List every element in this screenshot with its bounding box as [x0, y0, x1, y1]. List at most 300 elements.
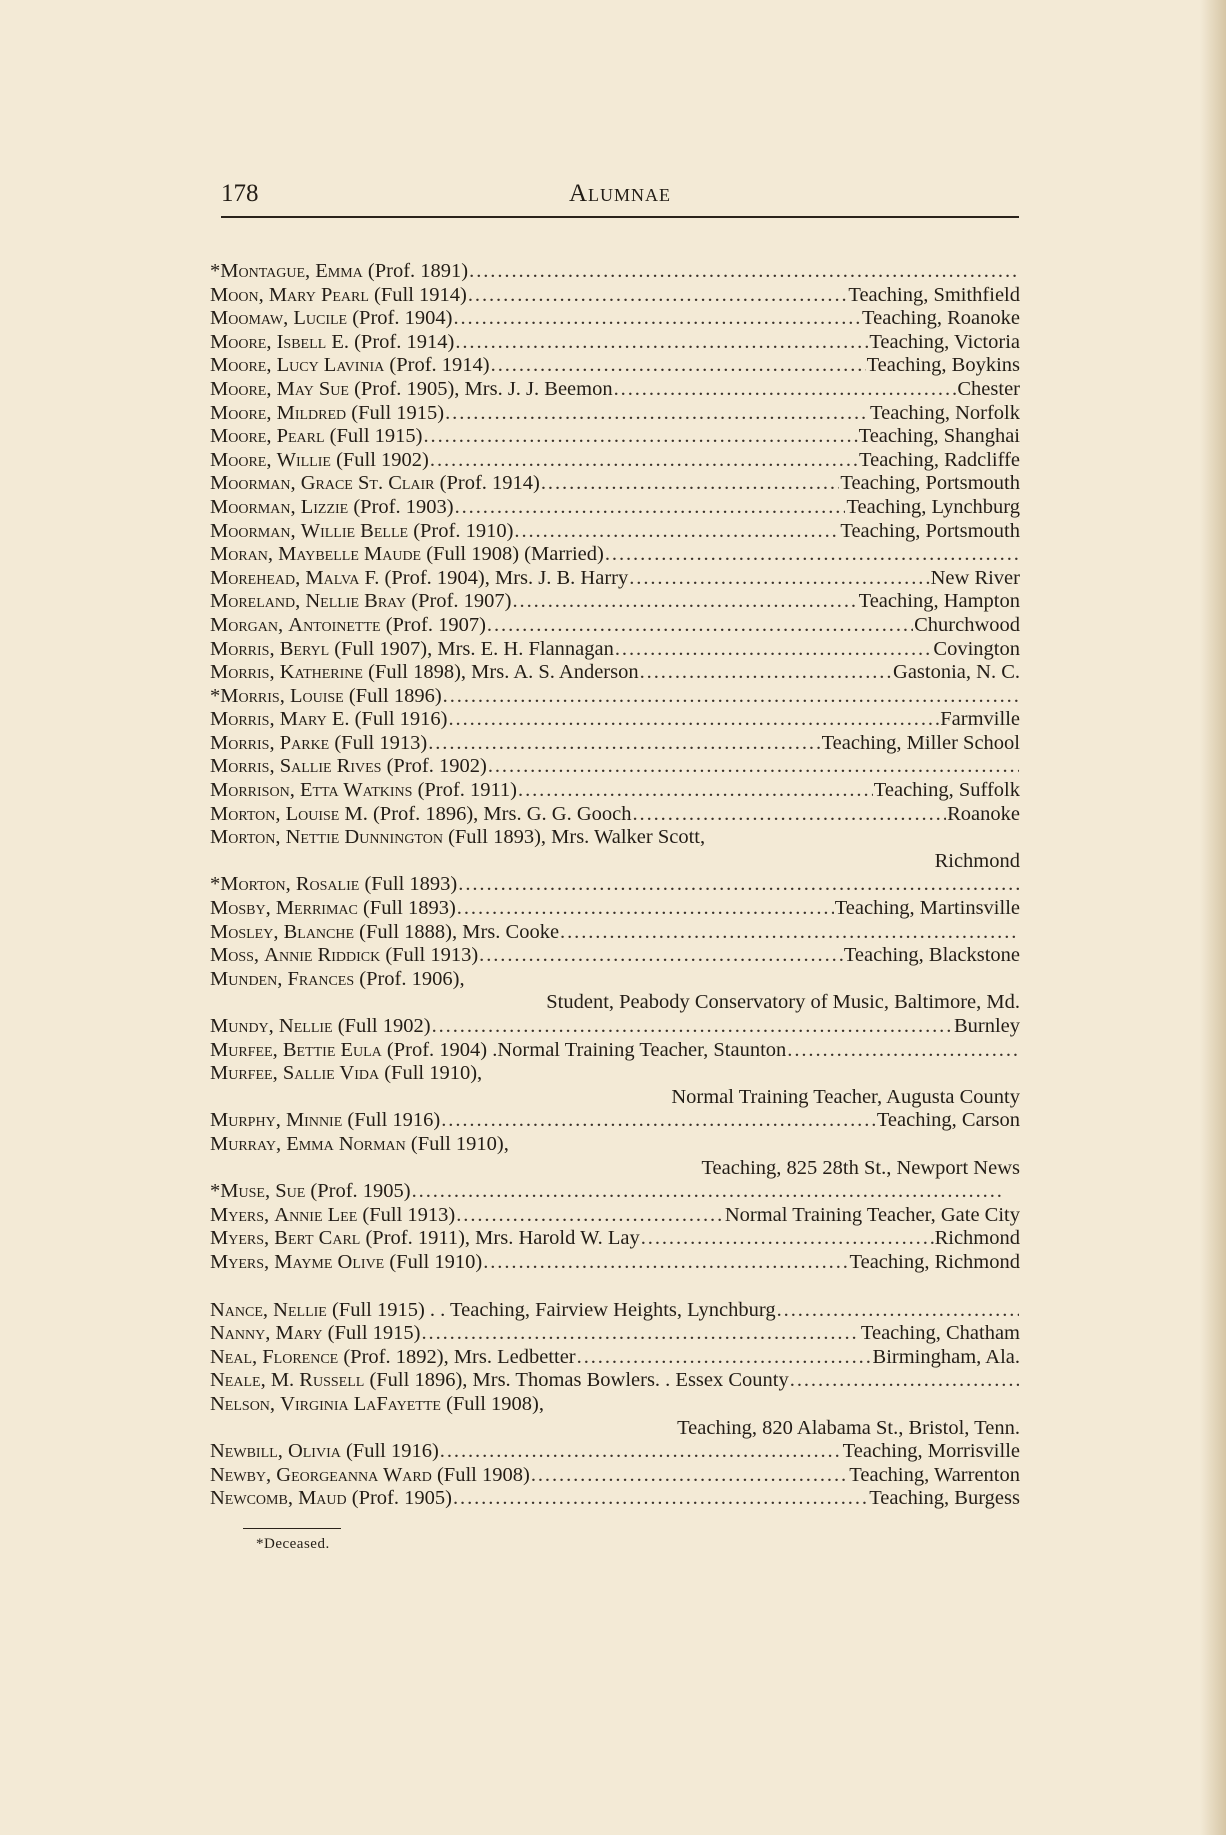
surname: Murray — [210, 1132, 276, 1155]
dot-leader — [456, 1204, 724, 1228]
surname: Moore — [210, 330, 267, 353]
surname: Morris — [210, 661, 270, 684]
list-item — [210, 1440, 1020, 1464]
given-name: Mayme Olive — [274, 1250, 385, 1273]
dot-leader — [458, 873, 1019, 897]
entry-details: (Prof. 1911), Mrs. Harold W. Lay — [360, 1227, 640, 1250]
given-name: Parke — [279, 731, 330, 754]
list-item — [210, 307, 1020, 331]
given-name: Sallie Rives — [279, 755, 382, 778]
entry-details: (Full 1896) — [343, 684, 442, 707]
dot-leader — [560, 921, 1019, 945]
dot-leader — [469, 260, 1019, 284]
entry-name: Neale, M. Russell (Full 1896), Mrs. Thomas Bowlers. . Essex County — [210, 1369, 789, 1392]
entry-details: (Prof. 1914) — [434, 472, 540, 495]
list-item — [210, 1251, 1020, 1275]
dot-leader — [479, 944, 843, 968]
given-name: Mildred — [276, 401, 347, 424]
entry-destination: Teaching, Norfolk — [870, 401, 1020, 424]
dot-leader — [453, 307, 861, 331]
list-item — [210, 1487, 1020, 1511]
given-name: Minnie — [285, 1109, 343, 1132]
list-item — [210, 1322, 1020, 1346]
entry-details: (Prof. 1905), Mrs. J. J. Beemon — [348, 377, 613, 400]
entry-details: (Full 1898), Mrs. A. S. Anderson — [362, 661, 639, 684]
entry-details: (Full 1908), — [440, 1392, 545, 1415]
surname: Myers — [210, 1250, 265, 1273]
dot-leader — [790, 1369, 1019, 1393]
entry-destination: Gastonia, N. C. — [893, 661, 1020, 684]
dot-leader — [605, 543, 1019, 567]
list-item — [210, 968, 1020, 992]
entry-destination: Birmingham, Ala. — [872, 1345, 1020, 1368]
entry-name: Moore, Willie (Full 1902) — [210, 448, 429, 471]
entry-destination: Teaching, Carson — [876, 1109, 1020, 1132]
surname: Myers — [210, 1203, 265, 1226]
given-name: Pearl — [276, 425, 325, 448]
entry-name: Morris, Beryl (Full 1907), Mrs. E. H. Flannagan — [210, 637, 614, 660]
given-name: Lucile — [293, 307, 348, 330]
entry-details: (Full 1902) — [332, 1015, 431, 1037]
list-item — [210, 614, 1020, 638]
list-item — [210, 1180, 1020, 1204]
entry-details: (Full 1916) — [342, 1109, 441, 1132]
entry-name: Moon, Mary Pearl (Full 1914) — [210, 283, 467, 306]
entry-details: (Prof. 1903) — [348, 495, 454, 518]
surname: Mosby — [210, 897, 266, 920]
entry-name: Mosby, Merrimac (Full 1893) — [210, 897, 456, 920]
entry-details: (Full 1915) — [324, 425, 423, 448]
entry-name: Moorman, Lizzie (Prof. 1903) — [210, 495, 454, 518]
entry-details: (Full 1915) . . Teaching, Fairview Heights, Lynchburg — [326, 1298, 776, 1321]
list-item — [210, 520, 1020, 544]
dot-leader — [441, 1109, 876, 1133]
entry-name: Myers, Bert Carl (Prof. 1911), Mrs. Harold W. Lay — [210, 1227, 640, 1250]
list-item — [210, 496, 1020, 520]
entry-details: (Full 1913) — [357, 1203, 456, 1226]
given-name: M. Russell — [270, 1369, 365, 1392]
entry-destination: Teaching, Miller School — [821, 731, 1020, 754]
entry-details: (Full 1902) — [330, 448, 429, 471]
entry-details: (Full 1907), Mrs. E. H. Flannagan — [329, 637, 614, 660]
surname: Moorman — [210, 495, 291, 518]
entry-details: (Prof. 1891) — [362, 260, 469, 282]
entry-destination: Teaching, Morrisville — [842, 1440, 1020, 1463]
surname: *Morris — [210, 684, 280, 707]
running-title: Alumnae — [568, 180, 672, 207]
list-item — [210, 755, 1020, 779]
given-name: Florence — [262, 1345, 339, 1368]
entry-details: (Full 1910) — [384, 1250, 483, 1273]
entry-details: (Prof. 1905) — [346, 1487, 452, 1510]
list-item — [210, 1109, 1020, 1133]
surname: Newcomb — [210, 1487, 288, 1510]
section-gap — [210, 1275, 1020, 1299]
surname: Morris — [210, 731, 270, 754]
page-number: 178 — [221, 180, 259, 207]
entry-details: (Prof. 1906), — [354, 967, 465, 990]
dot-leader — [445, 402, 869, 426]
entry-name: Newby, Georgeanna Ward (Full 1908) — [210, 1463, 530, 1486]
surname: Munden — [210, 967, 278, 990]
list-item — [210, 543, 1020, 567]
entry-name: Nance, Nellie (Full 1915) . . Teaching, Fairview Heights, Lynchburg — [210, 1298, 776, 1321]
entry-details: (Prof. 1902) — [381, 755, 487, 778]
footnote: *Deceased. — [256, 1536, 330, 1552]
surname: Moorman — [210, 519, 291, 542]
dot-leader — [531, 1464, 848, 1488]
entry-details: (Prof. 1911) — [412, 779, 518, 802]
list-item — [210, 331, 1020, 355]
dot-leader — [491, 354, 866, 378]
list-item — [210, 449, 1020, 473]
entry-name: *Muse, Sue (Prof. 1905) — [210, 1180, 411, 1203]
entry-destination: Teaching, Lynchburg — [846, 495, 1020, 518]
surname: Morris — [210, 708, 270, 731]
surname: Myers — [210, 1227, 265, 1250]
list-item — [210, 944, 1020, 968]
given-name: Lucy Lavinia — [276, 354, 385, 377]
dot-leader — [641, 1227, 934, 1251]
dot-leader — [487, 614, 913, 638]
dot-leader — [615, 638, 933, 662]
given-name: Isbell E. — [276, 330, 349, 353]
surname: Moore — [210, 377, 267, 400]
surname: Moore — [210, 425, 267, 448]
list-item — [210, 1464, 1020, 1488]
entry-continuation: Teaching, 820 Alabama St., Bristol, Tenn. — [677, 1416, 1020, 1439]
entry-name: Morton, Louise M. (Prof. 1896), Mrs. G. G. Gooch — [210, 802, 632, 825]
list-item — [210, 402, 1020, 426]
entry-destination: Teaching, Radcliffe — [859, 448, 1020, 471]
given-name: Annie Lee — [274, 1203, 358, 1226]
entry-details: (Prof. 1904) — [347, 307, 453, 330]
surname: Moss — [210, 944, 254, 967]
list-item — [210, 873, 1020, 897]
surname: Newby — [210, 1463, 267, 1486]
entry-name: Moreland, Nellie Bray (Prof. 1907) — [210, 590, 512, 613]
entry-destination: Covington — [933, 637, 1020, 660]
dot-leader — [412, 1180, 1019, 1204]
entry-details: (Full 1893) — [357, 897, 456, 920]
entry-name: Morrison, Etta Watkins (Prof. 1911) — [210, 779, 518, 802]
surname: Murphy — [210, 1109, 276, 1132]
entry-details: (Prof. 1896), Mrs. G. G. Gooch — [367, 802, 632, 825]
entry-destination: Normal Training Teacher, Gate City — [724, 1203, 1020, 1226]
surname: Morgan — [210, 613, 279, 636]
entry-continuation: Student, Peabody Conservatory of Music, Baltimore, Md. — [546, 991, 1020, 1014]
given-name: Rosalie — [295, 873, 360, 896]
list-item — [210, 472, 1020, 496]
entry-destination: Roanoke — [947, 802, 1020, 825]
list-item — [210, 260, 1020, 284]
given-name: Sue — [275, 1180, 306, 1203]
surname: Moreland — [210, 590, 296, 613]
dot-leader — [448, 708, 939, 732]
dot-leader — [457, 897, 834, 921]
dot-leader — [777, 1299, 1019, 1323]
surname: Newbill — [210, 1440, 278, 1463]
surname: Morris — [210, 637, 270, 660]
entry-destination: Teaching, Portsmouth — [840, 519, 1020, 542]
entry-destination: Teaching, Shanghai — [858, 425, 1020, 448]
list-item — [210, 425, 1020, 449]
entry-destination: Teaching, Boykins — [866, 354, 1020, 377]
entry-destination: Burnley — [953, 1015, 1020, 1037]
dot-leader — [632, 803, 946, 827]
entry-continuation: Normal Training Teacher, Augusta County — [671, 1085, 1020, 1108]
entry-details: (Prof. 1904), Mrs. J. B. Harry — [379, 566, 629, 589]
surname: *Muse — [210, 1180, 265, 1203]
given-name: Emma Norman — [286, 1132, 406, 1155]
entry-name: Morris, Parke (Full 1913) — [210, 731, 428, 754]
list-item — [210, 779, 1020, 803]
list-item — [210, 1015, 1020, 1039]
given-name: Maud — [298, 1487, 347, 1510]
list-item — [210, 921, 1020, 945]
dot-leader — [483, 1251, 848, 1275]
entry-name: Murphy, Minnie (Full 1916) — [210, 1109, 441, 1132]
dot-leader — [453, 1487, 868, 1511]
surname: Mundy — [210, 1015, 269, 1037]
entry-details: (Full 1896), Mrs. Thomas Bowlers. . Essex County — [364, 1369, 789, 1392]
list-item — [210, 803, 1020, 827]
entry-details: (Full 1910), — [405, 1132, 509, 1155]
given-name: Maybelle Maude — [278, 543, 422, 566]
entry-details: (Full 1913) — [380, 944, 479, 967]
surname: Moomaw — [210, 307, 284, 330]
entry-name: Morris, Katherine (Full 1898), Mrs. A. S. Anderson — [210, 661, 639, 684]
surname: Neal — [210, 1345, 253, 1368]
given-name: Emma — [315, 260, 363, 282]
entry-destination: New River — [930, 566, 1020, 589]
entry-name: *Morton, Rosalie (Full 1893) — [210, 873, 458, 896]
surname: Murfee — [210, 1062, 273, 1085]
surname: Nelson — [210, 1392, 270, 1415]
entry-destination: Teaching, Roanoke — [862, 307, 1020, 330]
surname: Moran — [210, 543, 268, 566]
list-item — [210, 284, 1020, 308]
surname: Moorman — [210, 472, 291, 495]
entry-destination: Teaching, Martinsville — [834, 897, 1020, 920]
surname: Morton — [210, 826, 276, 849]
entry-details: (Prof. 1910) — [408, 519, 514, 542]
given-name: Nellie Bray — [305, 590, 407, 613]
entry-destination: Teaching, Blackstone — [843, 944, 1020, 967]
list-item — [210, 708, 1020, 732]
dot-leader — [488, 755, 1019, 779]
given-name: Nellie — [278, 1015, 333, 1037]
list-item — [210, 1133, 1020, 1157]
entry-name: Moore, Mildred (Full 1915) — [210, 401, 445, 424]
entry-name: Morris, Sallie Rives (Prof. 1902) — [210, 755, 487, 778]
dot-leader — [577, 1346, 872, 1370]
entry-details: (Prof. 1914) — [384, 354, 490, 377]
list-item — [210, 1039, 1020, 1063]
entry-details: (Full 1915) — [346, 401, 445, 424]
surname: Mosley — [210, 920, 274, 943]
entry-details: (Prof. 1914) — [348, 330, 455, 353]
given-name: Willie Belle — [300, 519, 409, 542]
entry-name: Neal, Florence (Prof. 1892), Mrs. Ledbetter — [210, 1345, 576, 1368]
given-name: Malva F. — [305, 566, 380, 589]
entry-details: (Prof. 1904) .Normal Training Teacher, Staunton — [381, 1038, 787, 1061]
entry-details: (Prof. 1892), Mrs. Ledbetter — [338, 1345, 576, 1368]
footnote-rule — [243, 1528, 341, 1529]
list-item — [210, 354, 1020, 378]
dot-leader — [455, 496, 846, 520]
list-item — [210, 826, 1020, 850]
entry-name: *Morris, Louise (Full 1896) — [210, 684, 442, 707]
entry-name: Moore, Pearl (Full 1915) — [210, 425, 423, 448]
entry-destination: Teaching, Chatham — [860, 1322, 1020, 1345]
entry-details: (Full 1908) (Married) — [421, 543, 604, 566]
given-name: Louise — [289, 684, 344, 707]
dot-leader — [614, 378, 957, 402]
page-header — [221, 176, 1019, 218]
entry-details: (Full 1916) — [340, 1440, 439, 1463]
entry-destination: Richmond — [934, 1227, 1020, 1250]
list-item — [210, 732, 1020, 756]
surname: Morris — [210, 755, 270, 778]
list-item — [210, 1062, 1020, 1086]
entry-details: (Full 1908) — [431, 1463, 530, 1486]
entry-name: Myers, Mayme Olive (Full 1910) — [210, 1250, 483, 1273]
dot-leader — [629, 567, 929, 591]
surname: Nanny — [210, 1322, 266, 1345]
dot-leader — [455, 331, 868, 355]
entry-details: (Full 1893) — [359, 873, 458, 896]
entry-name: Morgan, Antoinette (Prof. 1907) — [210, 613, 486, 636]
given-name: Beryl — [279, 637, 330, 660]
list-item — [210, 1204, 1020, 1228]
entry-destination: Teaching, Suffolk — [873, 779, 1020, 802]
dot-leader — [541, 472, 839, 496]
list-item — [210, 661, 1020, 685]
entry-name: Nanny, Mary (Full 1915) — [210, 1322, 421, 1345]
list-item — [210, 1369, 1020, 1393]
given-name: Mary Pearl — [268, 283, 369, 306]
given-name: May Sue — [276, 377, 349, 400]
given-name: Louise M. — [285, 802, 368, 825]
surname: Morrison — [210, 779, 290, 802]
surname: Nance — [210, 1298, 263, 1321]
entry-details: (Full 1888), Mrs. Cooke — [354, 920, 560, 943]
given-name: Bert Carl — [274, 1227, 361, 1250]
list-item — [210, 638, 1020, 662]
dot-leader — [518, 779, 873, 803]
entry-destination: Teaching, Burgess — [869, 1487, 1020, 1510]
list-item — [210, 1227, 1020, 1251]
entry-name: Newbill, Olivia (Full 1916) — [210, 1440, 439, 1463]
dot-leader — [432, 1015, 953, 1039]
entry-destination: Churchwood — [914, 613, 1020, 636]
list-item — [210, 1393, 1020, 1417]
entry-destination: Teaching, Portsmouth — [840, 472, 1020, 495]
surname: Moore — [210, 354, 267, 377]
given-name: Annie Riddick — [264, 944, 381, 967]
surname: Moore — [210, 401, 267, 424]
surname: Morton — [210, 802, 276, 825]
given-name: Blanche — [283, 920, 355, 943]
entry-destination: Teaching, Smithfield — [848, 283, 1020, 306]
entry-name: Nelson, Virginia LaFayette (Full 1908), — [210, 1392, 545, 1415]
entry-details: (Prof. 1907) — [380, 613, 486, 636]
entry-name: *Montague, Emma (Prof. 1891) — [210, 260, 469, 282]
given-name: Willie — [276, 448, 331, 471]
entry-name: Morehead, Malva F. (Prof. 1904), Mrs. J. B. Harry — [210, 566, 629, 589]
entry-destination: Farmville — [940, 708, 1020, 731]
given-name: Nettie Dunnington — [285, 826, 443, 849]
entry-details: (Prof. 1905) — [305, 1180, 411, 1203]
entry-details: (Full 1914) — [368, 283, 467, 306]
alumnae-list — [210, 260, 1020, 1511]
list-item — [210, 1346, 1020, 1370]
dot-leader — [443, 685, 1019, 709]
dot-leader — [424, 425, 858, 449]
entry-name: Mosley, Blanche (Full 1888), Mrs. Cooke — [210, 920, 560, 943]
list-item — [210, 567, 1020, 591]
surname: Moon — [210, 283, 259, 306]
dot-leader — [440, 1440, 842, 1464]
entry-details: (Full 1916) — [349, 708, 448, 731]
dot-leader — [512, 590, 857, 614]
given-name: Lizzie — [300, 495, 349, 518]
entry-details: (Full 1913) — [329, 731, 428, 754]
list-item — [210, 590, 1020, 614]
entry-name: Newcomb, Maud (Prof. 1905) — [210, 1487, 452, 1510]
entry-continuation: Richmond — [934, 849, 1020, 872]
dot-leader — [468, 284, 848, 308]
given-name: Etta Watkins — [299, 779, 413, 802]
entry-destination: Teaching, Richmond — [849, 1250, 1020, 1273]
entry-name: Murray, Emma Norman (Full 1910), — [210, 1132, 509, 1155]
entry-name: Morton, Nettie Dunnington (Full 1893), Mrs. Walker Scott, — [210, 826, 706, 849]
dot-leader — [428, 732, 820, 756]
list-item — [210, 1299, 1020, 1323]
entry-details: (Full 1893), Mrs. Walker Scott, — [442, 826, 706, 849]
entry-name: Murfee, Sallie Vida (Full 1910), — [210, 1062, 483, 1085]
surname: Moore — [210, 448, 267, 471]
entry-name: Myers, Annie Lee (Full 1913) — [210, 1203, 456, 1226]
given-name: Mary — [275, 1322, 323, 1345]
entry-name: Mundy, Nellie (Full 1902) — [210, 1015, 431, 1037]
dot-leader — [421, 1322, 859, 1346]
entry-details: (Full 1915) — [322, 1322, 421, 1345]
entry-name: Moore, May Sue (Prof. 1905), Mrs. J. J. Beemon — [210, 377, 613, 400]
given-name: Merrimac — [275, 897, 358, 920]
given-name: Virginia LaFayette — [280, 1392, 441, 1415]
entry-name: Murfee, Bettie Eula (Prof. 1904) .Normal Training Teacher, Staunton — [210, 1038, 787, 1061]
entry-name: Moomaw, Lucile (Prof. 1904) — [210, 307, 453, 330]
entry-details: (Full 1910), — [379, 1062, 483, 1085]
entry-name: Munden, Frances (Prof. 1906), — [210, 967, 465, 990]
given-name: Sallie Vida — [282, 1062, 380, 1085]
dot-leader — [514, 520, 839, 544]
given-name: Mary E. — [279, 708, 350, 731]
dot-leader — [640, 661, 892, 685]
entry-destination: Chester — [957, 377, 1020, 400]
list-item — [210, 897, 1020, 921]
list-item — [210, 378, 1020, 402]
surname: Morehead — [210, 566, 296, 589]
given-name: Katherine — [279, 661, 363, 684]
entry-name: Moore, Lucy Lavinia (Prof. 1914) — [210, 354, 490, 377]
given-name: Antoinette — [288, 613, 381, 636]
entry-name: Moorman, Grace St. Clair (Prof. 1914) — [210, 472, 540, 495]
given-name: Grace St. Clair — [300, 472, 435, 495]
surname: *Morton — [210, 873, 286, 896]
